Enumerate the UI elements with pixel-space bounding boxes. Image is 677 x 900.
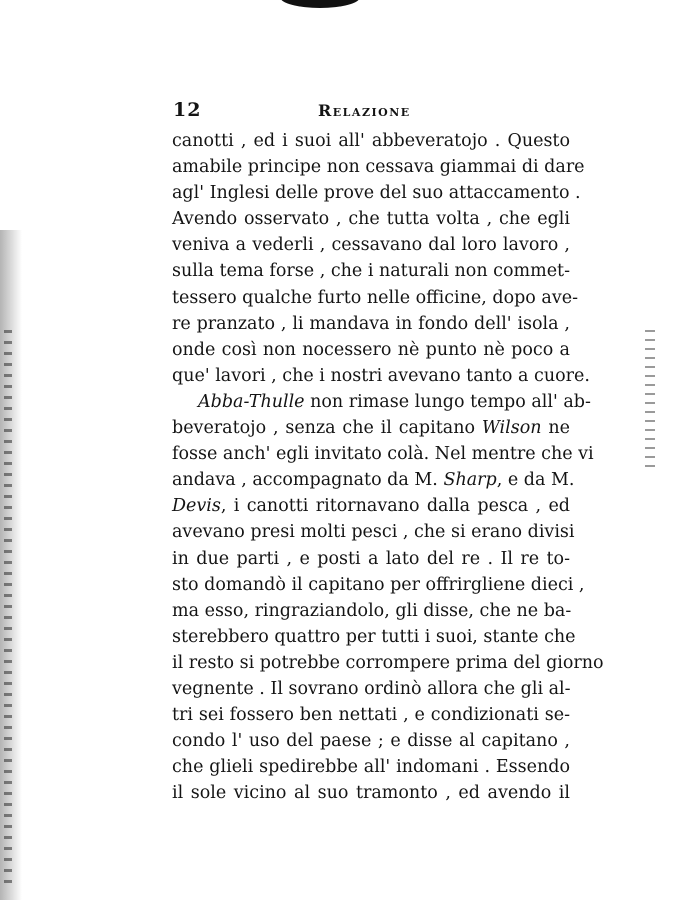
page-header: [173, 99, 573, 129]
person-name: Wilson: [481, 418, 542, 439]
bleed-through-right: [645, 330, 655, 470]
text-span: beveratojo , senza che il capitano: [172, 418, 476, 439]
text-span: , i canotti ritornavano dalla pesca , ed: [220, 496, 570, 517]
body-text: [172, 128, 604, 806]
text-line: onde così non nocessero nè punto nè poco a: [172, 339, 570, 360]
text-line: [172, 389, 591, 415]
text-line: amabile principe non cessava giammai di dare: [172, 157, 585, 178]
text-line: tessero qualche furto nelle officine, dopo ave-: [172, 287, 578, 308]
text-line: il resto si potrebbe corrompere prima del giorno: [172, 652, 604, 673]
text-line: tri sei fossero ben nettati , e condizionati se-: [172, 705, 570, 726]
text-line: veniva a vederli , cessavano dal loro lavoro ,: [172, 235, 570, 256]
text-line: fosse anch' egli invitato colà. Nel mentre che vi: [172, 444, 594, 465]
text-line: avevano presi molti pesci , che si erano divisi: [172, 522, 575, 543]
text-line: canotti , ed i suoi all' abbeveratojo . Questo: [172, 131, 570, 151]
text-line: in due parti , e posti a lato del re . Il re to-: [172, 548, 570, 569]
text-line: ma esso, ringraziandolo, gli disse, che ne ba-: [172, 600, 572, 621]
bleed-through-left: [4, 330, 12, 890]
text-span: ne: [548, 418, 570, 439]
person-name: Devis: [172, 496, 221, 517]
text-line: sto domandò il capitano per offrirgliene dieci ,: [172, 574, 585, 595]
text-line: sulla tema forse , che i naturali non commet-: [172, 261, 571, 282]
text-line: que' lavori , che i nostri avevano tanto a cuore.: [172, 365, 590, 386]
page-number: 12: [173, 99, 202, 121]
text-line: [172, 415, 570, 441]
text-span: , e da M.: [496, 470, 575, 491]
text-span: andava , accompagnato da M.: [172, 470, 438, 491]
running-title: Relazione: [318, 101, 411, 120]
text-line: [172, 493, 570, 519]
person-name: Sharp: [443, 470, 497, 491]
text-line: sterebbero quattro per tutti i suoi, stante che: [172, 626, 576, 647]
person-name: Abba-Thulle: [198, 391, 305, 412]
text-line: che glieli spedirebbe all' indomani . Essendo: [172, 757, 570, 778]
text-line: condo l' uso del paese ; e disse al capitano ,: [172, 731, 570, 752]
text-line: [172, 467, 575, 493]
text-line: il sole vicino al suo tramonto , ed avendo il: [172, 783, 570, 804]
text-span: non rimase lungo tempo all' ab-: [310, 391, 591, 412]
text-line: agl' Inglesi delle prove del suo attaccamento .: [172, 183, 581, 204]
text-line: re pranzato , li mandava in fondo dell' isola ,: [172, 313, 570, 334]
ink-blot: [280, 0, 360, 8]
text-line: Avendo osservato , che tutta volta , che egli: [172, 209, 570, 230]
text-line: vegnente . Il sovrano ordinò allora che gli al-: [172, 678, 571, 699]
